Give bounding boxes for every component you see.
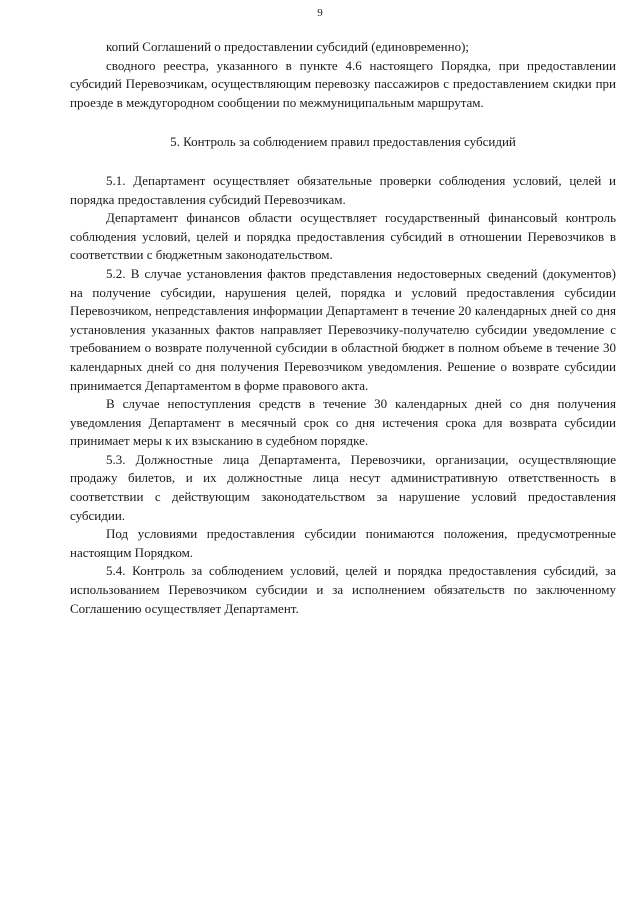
paragraph-5-1: 5.1. Департамент осуществляет обязательные проверки соблюдения условий, целей и порядка предоставления субсидий Перевозчикам. <box>70 172 616 207</box>
paragraph-conditions-definition: Под условиями предоставления субсидии понимаются положения, предусмотренные настоящим Порядком. <box>70 526 616 560</box>
paragraph-consolidated-register: сводного реестра, указанного в пункте 4.6 настоящего Порядка, при предоставлении субсидий Перевозчикам, осуществляющим перевозку пассажиров с предоставлением скидки при проезде в междугородном сообщении по межмуниципальным маршрутам. <box>70 57 616 110</box>
page-number: 9 <box>317 7 323 19</box>
paragraph-non-receipt: В случае непоступления средств в течение 30 календарных дней со дня получения уведомления Департамент в месячный срок со дня истечения срока для возврата субсидии принимает меры к их взысканию в судебном порядке. <box>70 396 616 449</box>
paragraph-5-3: 5.3. Должностные лица Департамента, Перевозчики, организации, осуществляющие продажу билетов, и их должностные лица несут административную ответственность в соответствии с действующим законодательством за нарушение условий предоставления субсидии. <box>70 451 616 523</box>
paragraph-5-4: 5.4. Контроль за соблюдением условий, целей и порядка предоставления субсидий, за использованием Перевозчиком субсидии и за исполнением обязательств по заключенному Соглашению осуществляет Департамент. <box>70 563 616 616</box>
paragraph-agreements-copies: копий Соглашений о предоставлении субсидий (единовременно); <box>106 39 470 54</box>
section-heading: 5. Контроль за соблюдением правил предоставления субсидий <box>170 134 516 150</box>
document-body <box>70 38 616 618</box>
paragraph-5-2: 5.2. В случае установления фактов представления недостоверных сведений (документов) на получение субсидии, нарушения целей, порядка и условий предоставления субсидии Перевозчиком, непредставления информации Департамент в течение 20 календарных дней со дня установления указанных фактов направляет Перевозчику-получателю субсидии уведомление с требованием о возврате полученной субсидии в областной бюджет в полном объеме в течение 30 календарных дней со дня получения Перевозчиком уведомления. Решение о возврате субсидии принимается Департаментом в форме правового акта. <box>70 265 616 393</box>
paragraph-financial-control: Департамент финансов области осуществляет государственный финансовый контроль соблюдения условий, целей и порядка предоставления субсидий в отношении Перевозчиков в соответствии с бюджетным законодательством. <box>70 210 616 263</box>
